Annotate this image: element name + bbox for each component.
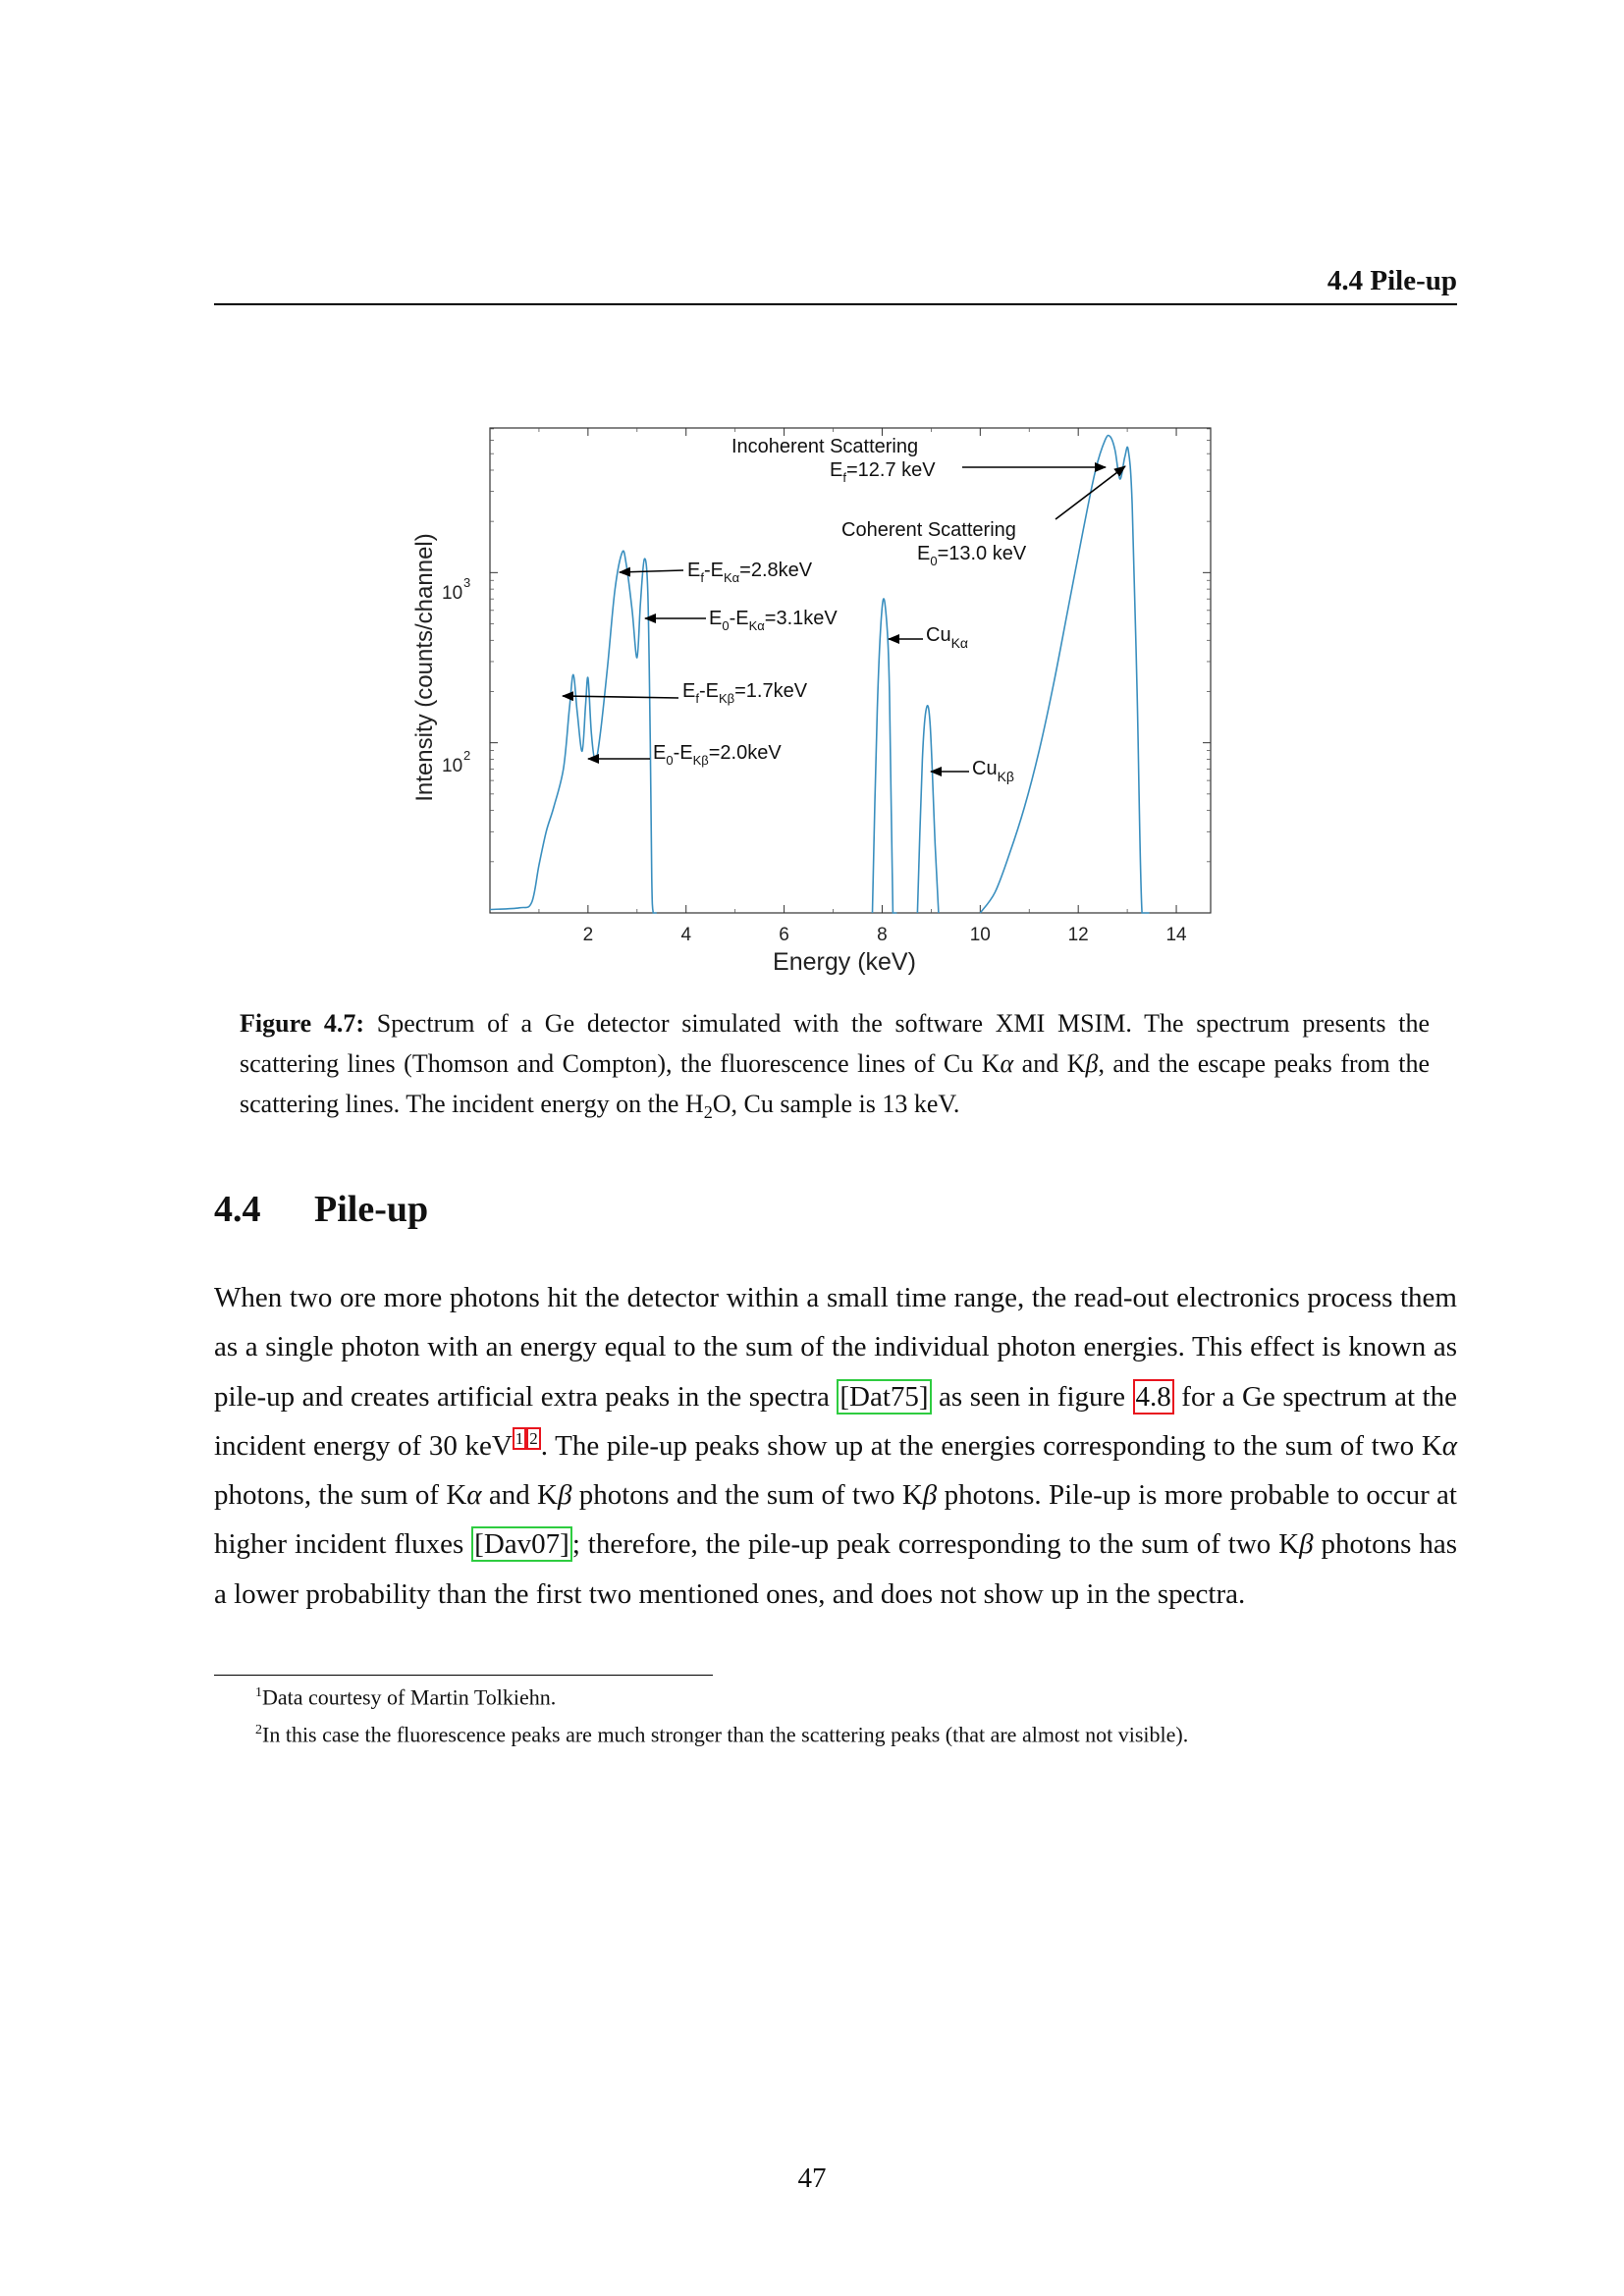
footnotes: [214, 1677, 1457, 1752]
footnote-ref-2[interactable]: 2: [526, 1427, 541, 1450]
body-beta-1: β: [557, 1479, 572, 1512]
body-text-8: photons. Pile-up is more probable to occur at higher incident fluxes: [214, 1479, 1457, 1561]
escape-ef-ka-label: $E_f-E_{K\alpha}=2.8keV$: [687, 560, 813, 585]
series-line-peak-1: [873, 599, 897, 913]
citation-dat75[interactable]: [Dat75]: [837, 1379, 931, 1415]
escape-e0-kb-label: $E_0-E_{K\beta}=2.0keV$: [653, 742, 782, 768]
cu-ka-label: $Cu_{K\alpha}$: [926, 624, 969, 651]
footnote-marks: [513, 1427, 541, 1450]
escape-e0-ka-label: $E_0-E_{K\alpha}=3.1keV$: [709, 608, 838, 633]
incoherent-label: Incoherent Scattering: [731, 436, 919, 457]
caption-text-4: O, Cu sample is 13 keV.: [712, 1090, 960, 1118]
x-axis-label: Energy (keV): [773, 948, 916, 976]
x-tick-label-2: 2: [582, 925, 594, 945]
annotations: [563, 436, 1125, 784]
figure-ref-4-8[interactable]: 4.8: [1133, 1379, 1174, 1415]
body-text-10: photons has a lower probability than the first two mentioned ones, and does not show up in the spectra.: [214, 1528, 1457, 1610]
figure-caption: [240, 1003, 1430, 1124]
body-beta-3: β: [1299, 1528, 1314, 1561]
footnote-2: [214, 1714, 1457, 1751]
caption-text-1: Spectrum of a Ge detector simulated with the software XMI MSIM. The spectrum presents the scattering lines (Thomson and Compton), the fluorescence lines of Cu K: [240, 1009, 1431, 1078]
cu-kb-label: $Cu_{K\beta}$: [972, 758, 1014, 784]
escape-ef-kb-label: $E_f-E_{K\beta}=1.7keV$: [682, 680, 808, 706]
footnote-2-mark: 2: [255, 1723, 262, 1738]
caption-sub-2: 2: [703, 1102, 713, 1123]
body-text-7: photons and the sum of two K: [571, 1479, 923, 1512]
body-paragraph: [214, 1273, 1457, 1619]
footnote-ref-1[interactable]: 1: [513, 1427, 527, 1450]
caption-beta: β: [1085, 1049, 1099, 1078]
x-tick-label-10: 10: [969, 925, 991, 945]
axis-ticks: [490, 428, 1211, 945]
page-number: 47: [797, 2163, 827, 2194]
section-heading: [214, 1188, 428, 1231]
x-tick-label-6: 6: [779, 925, 789, 945]
series-group: [490, 435, 1150, 913]
y-tick-label-1000: [442, 575, 470, 604]
body-text-9: ; therefore, the pile-up peak corresponding to the sum of two K: [571, 1528, 1300, 1561]
running-head: 4.4 Pile-up: [1326, 265, 1457, 296]
coherent-energy: $E_0=13.0$ keV: [917, 543, 1027, 568]
x-tick-label-12: 12: [1067, 925, 1089, 945]
series-line-peak-2: [917, 706, 939, 913]
footnote-1-mark: 1: [255, 1685, 262, 1700]
escape-ef-ka-arrow: [620, 570, 683, 572]
y-tick-exp-1: 3: [463, 575, 471, 590]
incoherent-energy: $E_f=12.7$ keV: [830, 459, 936, 485]
body-text-1: When two ore more photons hit the detector within a small time range, the read-out electronics process them as a single photon with an energy equal to the sum of the individual photon energies. This effect is known as pile-up and creates artificial extra peaks in the spectra: [214, 1282, 1457, 1413]
body-alpha-1: α: [1441, 1429, 1457, 1462]
body-text-2: as seen in figure: [931, 1380, 1133, 1413]
coherent-arrow: [1056, 466, 1125, 519]
x-tick-label-14: 14: [1165, 925, 1187, 945]
plot-frame: [490, 428, 1211, 913]
caption-label: Figure 4.7:: [240, 1009, 365, 1038]
footnote-2-text: In this case the fluorescence peaks are much stronger than the scattering peaks (that are almost not visible).: [262, 1722, 1189, 1747]
x-tick-label-4: 4: [680, 925, 692, 945]
escape-ef-kb-arrow: [563, 696, 678, 698]
figure-4-7: [393, 417, 1237, 987]
header-rule: [214, 303, 1457, 305]
footnote-1-text: Data courtesy of Martin Tolkiehn.: [262, 1684, 557, 1710]
spectrum-chart: [393, 417, 1237, 987]
series-line-escape-region: [490, 551, 657, 913]
body-text-6: and K: [481, 1479, 558, 1512]
footnote-rule: [214, 1675, 713, 1676]
caption-text-3: , and the escape peaks from the scattering lines. The incident energy on the H: [240, 1049, 1430, 1118]
caption-text-2: and K: [1013, 1049, 1086, 1078]
x-tick-label-8: 8: [877, 925, 888, 945]
section-title: Pile-up: [314, 1189, 429, 1230]
body-beta-2: β: [922, 1479, 938, 1512]
body-text-4: . The pile-up peaks show up at the energies corresponding to the sum of two K: [540, 1429, 1442, 1462]
y-tick-label-100: [442, 748, 470, 776]
y-tick-base-2: 10: [442, 756, 463, 776]
citation-dav07[interactable]: [Dav07]: [471, 1526, 572, 1562]
y-tick-base-1: 10: [442, 583, 463, 604]
footnote-1: [214, 1677, 1457, 1714]
section-number: 4.4: [214, 1189, 261, 1230]
body-text-3: for a Ge spectrum at the incident energy of 30 keV: [214, 1380, 1457, 1462]
body-text-5: photons, the sum of K: [214, 1479, 467, 1512]
y-tick-exp-2: 2: [463, 748, 471, 763]
series-line-peak-3: [980, 435, 1149, 913]
coherent-label: Coherent Scattering: [841, 519, 1016, 541]
body-alpha-2: α: [466, 1479, 482, 1512]
y-axis-label: Intensity (counts/channel): [411, 533, 438, 802]
caption-alpha: α: [1000, 1049, 1014, 1078]
